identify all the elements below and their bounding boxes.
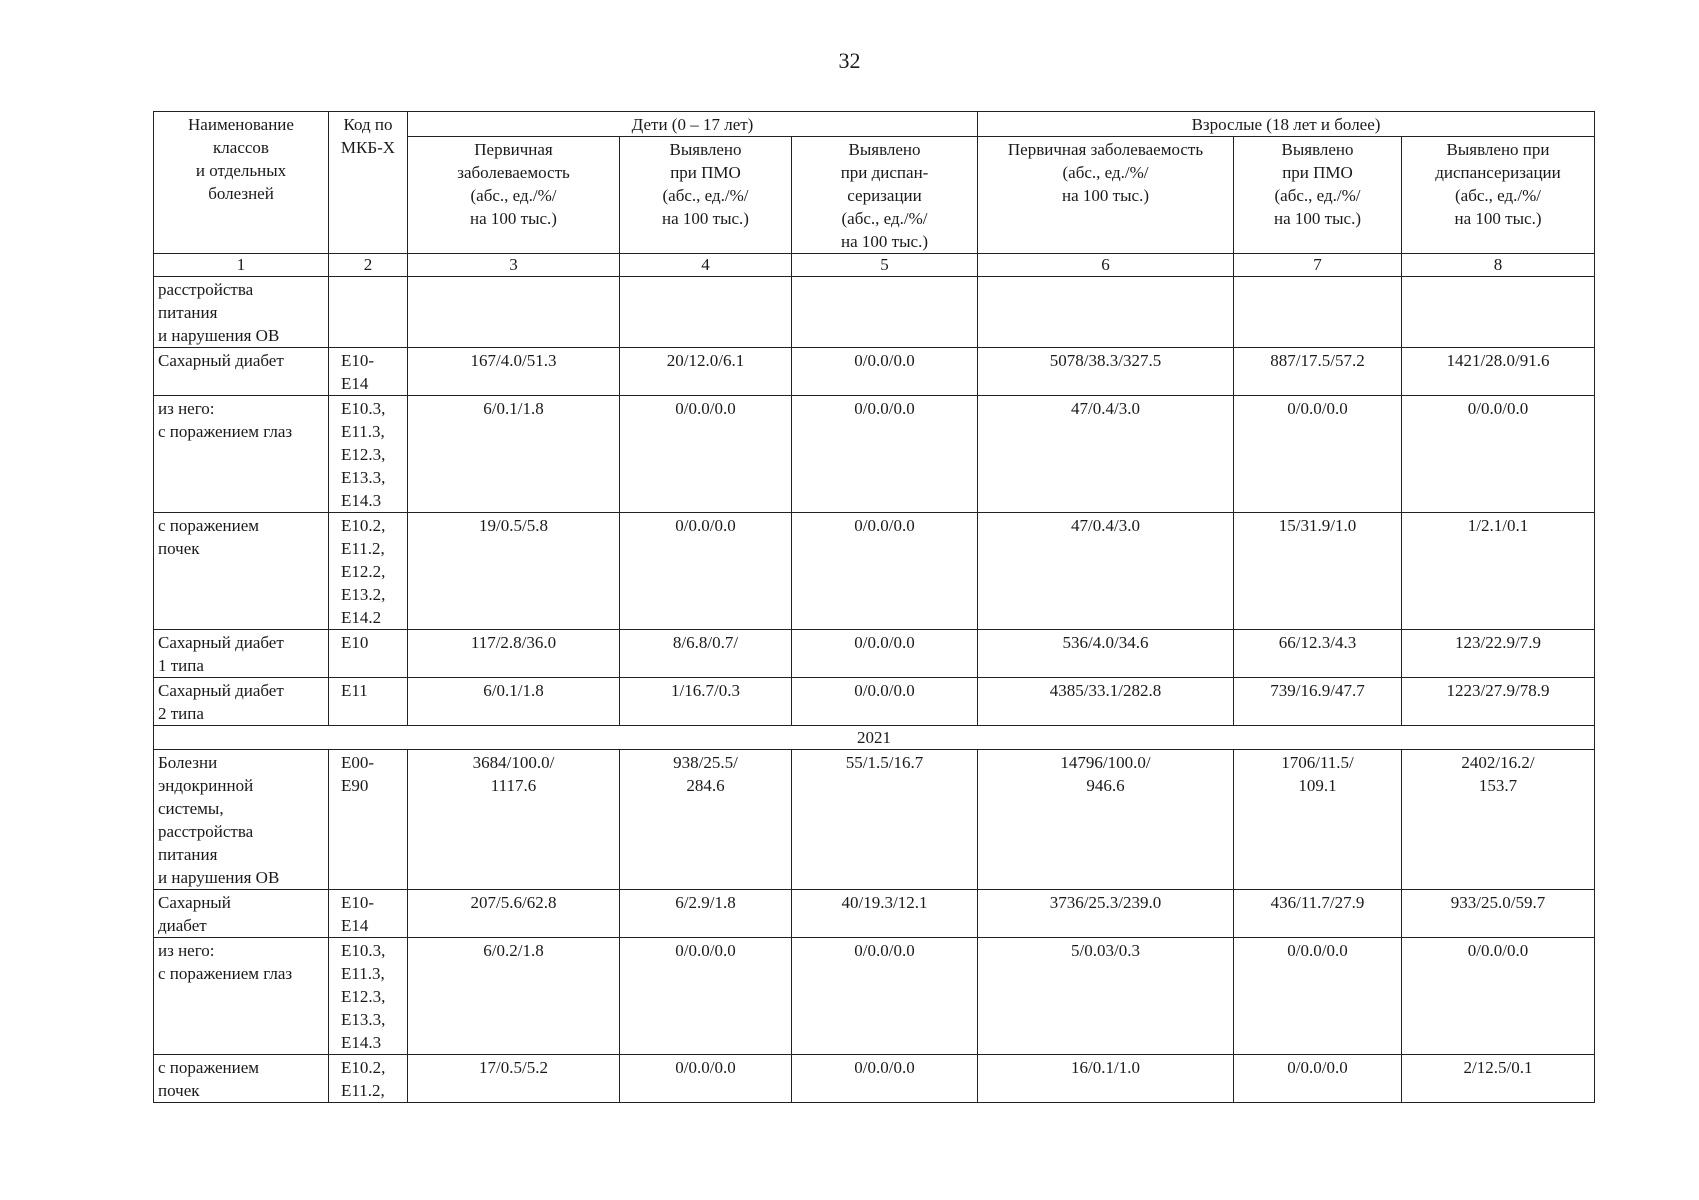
header-children-group: Дети (0 – 17 лет) [408,112,978,137]
value-cell: 0/0.0/0.0 [792,938,978,1055]
value-cell: 1/2.1/0.1 [1402,513,1595,630]
table-row [154,277,1595,348]
header-adults-primary: Первичная заболеваемость (абс., ед./%/ на 100 тыс.) [978,137,1234,254]
column-number-row [154,254,1595,277]
value-cell: 1/16.7/0.3 [620,678,792,726]
value-cell: 0/0.0/0.0 [620,938,792,1055]
value-cell: 1223/27.9/78.9 [1402,678,1595,726]
table-row [154,348,1595,396]
table-row [154,1055,1595,1103]
header-adults-dispensary: Выявлено при диспансеризации (абс., ед./%/ на 100 тыс.) [1402,137,1595,254]
icd-code-cell: Е10 [329,630,408,678]
icd-code-cell: Е11 [329,678,408,726]
table-row [154,938,1595,1055]
column-number: 8 [1402,254,1595,277]
value-cell [620,277,792,348]
disease-name-cell: Сахарный диабет [154,890,329,938]
column-number: 3 [408,254,620,277]
value-cell: 887/17.5/57.2 [1234,348,1402,396]
icd-code-cell: Е10.2, Е11.2, [329,1055,408,1103]
column-number: 2 [329,254,408,277]
header-adults-group: Взрослые (18 лет и более) [978,112,1595,137]
value-cell: 6/0.1/1.8 [408,678,620,726]
value-cell: 933/25.0/59.7 [1402,890,1595,938]
value-cell: 66/12.3/4.3 [1234,630,1402,678]
column-number: 5 [792,254,978,277]
header-disease-name: Наименование классов и отдельных болезней [154,112,329,254]
value-cell: 0/0.0/0.0 [1234,938,1402,1055]
value-cell [1402,277,1595,348]
table-row [154,678,1595,726]
icd-code-cell: Е10.3, Е11.3, Е12.3, Е13.3, Е14.3 [329,396,408,513]
value-cell: 20/12.0/6.1 [620,348,792,396]
value-cell: 0/0.0/0.0 [1402,938,1595,1055]
value-cell: 938/25.5/ 284.6 [620,750,792,890]
table-row [154,890,1595,938]
value-cell: 6/0.1/1.8 [408,396,620,513]
header-row-groups [154,112,1595,137]
disease-name-cell: расстройства питания и нарушения ОВ [154,277,329,348]
value-cell [1234,277,1402,348]
value-cell [408,277,620,348]
value-cell: 16/0.1/1.0 [978,1055,1234,1103]
value-cell: 0/0.0/0.0 [792,348,978,396]
header-adults-pmo: Выявлено при ПМО (абс., ед./%/ на 100 тыс.) [1234,137,1402,254]
morbidity-table [153,111,1595,1103]
icd-code-cell: Е00- Е90 [329,750,408,890]
value-cell: 123/22.9/7.9 [1402,630,1595,678]
value-cell: 1421/28.0/91.6 [1402,348,1595,396]
value-cell: 117/2.8/36.0 [408,630,620,678]
value-cell: 0/0.0/0.0 [620,1055,792,1103]
column-number: 4 [620,254,792,277]
disease-name-cell: Сахарный диабет 2 типа [154,678,329,726]
column-number: 1 [154,254,329,277]
page-number: 32 [838,48,861,73]
value-cell: 1706/11.5/ 109.1 [1234,750,1402,890]
disease-name-cell: Сахарный диабет 1 типа [154,630,329,678]
value-cell: 6/0.2/1.8 [408,938,620,1055]
value-cell: 17/0.5/5.2 [408,1055,620,1103]
value-cell: 5078/38.3/327.5 [978,348,1234,396]
value-cell: 0/0.0/0.0 [1234,396,1402,513]
disease-name-cell: с поражением почек [154,513,329,630]
value-cell: 4385/33.1/282.8 [978,678,1234,726]
value-cell: 436/11.7/27.9 [1234,890,1402,938]
value-cell: 0/0.0/0.0 [1402,396,1595,513]
header-children-pmo: Выявлено при ПМО (абс., ед./%/ на 100 тыс.) [620,137,792,254]
icd-code-cell: Е10.2, Е11.2, Е12.2, Е13.2, Е14.2 [329,513,408,630]
value-cell: 40/19.3/12.1 [792,890,978,938]
disease-name-cell: с поражением почек [154,1055,329,1103]
value-cell [792,277,978,348]
value-cell: 15/31.9/1.0 [1234,513,1402,630]
icd-code-cell: Е10.3, Е11.3, Е12.3, Е13.3, Е14.3 [329,938,408,1055]
value-cell: 6/2.9/1.8 [620,890,792,938]
value-cell: 3736/25.3/239.0 [978,890,1234,938]
icd-code-cell [329,277,408,348]
value-cell: 0/0.0/0.0 [792,513,978,630]
column-number: 6 [978,254,1234,277]
disease-name-cell: из него: с поражением глаз [154,938,329,1055]
value-cell: 0/0.0/0.0 [792,396,978,513]
disease-name-cell: Болезни эндокринной системы, расстройства питания и нарушения ОВ [154,750,329,890]
table-row [154,396,1595,513]
year-label: 2021 [154,726,1595,750]
value-cell: 14796/100.0/ 946.6 [978,750,1234,890]
value-cell: 3684/100.0/ 1117.6 [408,750,620,890]
disease-name-cell: Сахарный диабет [154,348,329,396]
table-row [154,513,1595,630]
icd-code-cell: Е10- Е14 [329,890,408,938]
value-cell: 2402/16.2/ 153.7 [1402,750,1595,890]
header-children-primary: Первичная заболеваемость (абс., ед./%/ на 100 тыс.) [408,137,620,254]
column-number: 7 [1234,254,1402,277]
year-separator-row [154,726,1595,750]
value-cell [978,277,1234,348]
value-cell: 0/0.0/0.0 [1234,1055,1402,1103]
value-cell: 739/16.9/47.7 [1234,678,1402,726]
header-icd-code: Код по МКБ-Х [329,112,408,254]
value-cell: 167/4.0/51.3 [408,348,620,396]
value-cell: 0/0.0/0.0 [792,1055,978,1103]
value-cell: 5/0.03/0.3 [978,938,1234,1055]
value-cell: 55/1.5/16.7 [792,750,978,890]
value-cell: 47/0.4/3.0 [978,396,1234,513]
value-cell: 0/0.0/0.0 [792,630,978,678]
value-cell: 19/0.5/5.8 [408,513,620,630]
value-cell: 536/4.0/34.6 [978,630,1234,678]
table-row [154,750,1595,890]
disease-name-cell: из него: с поражением глаз [154,396,329,513]
value-cell: 0/0.0/0.0 [620,513,792,630]
icd-code-cell: Е10- Е14 [329,348,408,396]
table-row [154,630,1595,678]
value-cell: 207/5.6/62.8 [408,890,620,938]
value-cell: 0/0.0/0.0 [792,678,978,726]
value-cell: 0/0.0/0.0 [620,396,792,513]
header-children-dispensary: Выявлено при диспан- серизации (абс., ед./%/ на 100 тыс.) [792,137,978,254]
value-cell: 47/0.4/3.0 [978,513,1234,630]
value-cell: 2/12.5/0.1 [1402,1055,1595,1103]
value-cell: 8/6.8/0.7/ [620,630,792,678]
